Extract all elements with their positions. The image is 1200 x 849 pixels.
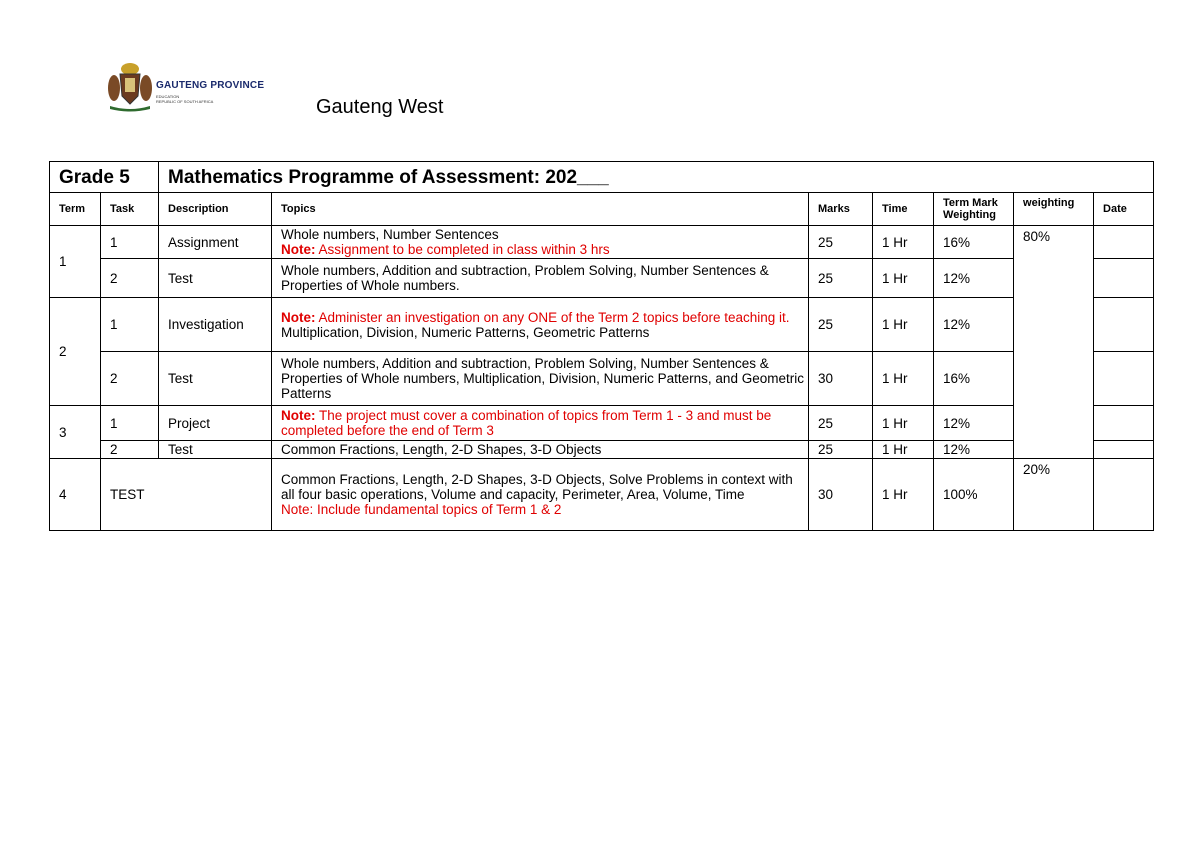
topics-cell xyxy=(272,298,809,352)
term-mark-cell: 12% xyxy=(934,441,1014,459)
header-date: Date xyxy=(1094,193,1154,226)
task-cell: 1 xyxy=(101,298,159,352)
header-term-mark-line1: Term Mark xyxy=(943,197,998,209)
topics-cell: Common Fractions, Length, 2-D Shapes, 3-D Objects xyxy=(272,441,809,459)
header-marks: Marks xyxy=(809,193,873,226)
note-text: Note: Include fundamental topics of Term 1 & 2 xyxy=(281,502,562,517)
table-row xyxy=(50,406,1154,441)
topics-cell: Whole numbers, Addition and subtraction, Problem Solving, Number Sentences & Properties of Whole numbers, Multiplication, Division, Numeric Patterns, and Geometric Patterns xyxy=(272,352,809,406)
programme-of-assessment-table xyxy=(49,161,1154,531)
district-heading: Gauteng West xyxy=(316,96,444,118)
date-cell xyxy=(1094,259,1154,298)
marks-cell: 25 xyxy=(809,441,873,459)
topics-text: Whole numbers, Number Sentences xyxy=(281,227,499,242)
term-mark-cell: 12% xyxy=(934,298,1014,352)
weighting-cell: 80% xyxy=(1014,226,1094,459)
note-label: Note: xyxy=(281,408,316,423)
note-body: Assignment to be completed in class within 3 hrs xyxy=(315,242,610,257)
task-cell: 2 xyxy=(101,259,159,298)
time-cell: 1 Hr xyxy=(873,298,934,352)
description-cell: Investigation xyxy=(159,298,272,352)
term-mark-cell: 12% xyxy=(934,406,1014,441)
logo-name: GAUTENG PROVINCE xyxy=(156,80,265,91)
date-cell xyxy=(1094,406,1154,441)
time-cell: 1 Hr xyxy=(873,352,934,406)
marks-cell: 25 xyxy=(809,406,873,441)
time-cell: 1 Hr xyxy=(873,406,934,441)
task-cell: 2 xyxy=(101,352,159,406)
header-topics: Topics xyxy=(272,193,809,226)
term-mark-cell: 16% xyxy=(934,226,1014,259)
term-mark-cell: 100% xyxy=(934,459,1014,531)
table-row xyxy=(50,298,1154,352)
logo-department: EDUCATION xyxy=(156,94,180,99)
note-text xyxy=(281,408,805,438)
term-cell: 2 xyxy=(50,298,101,406)
marks-cell: 25 xyxy=(809,298,873,352)
grade-label: Grade 5 xyxy=(50,162,159,193)
table-row xyxy=(50,441,1154,459)
term-cell: 4 xyxy=(50,459,101,531)
description-cell: Test xyxy=(159,259,272,298)
description-cell: Test xyxy=(159,352,272,406)
header-time: Time xyxy=(873,193,934,226)
weighting-cell: 20% xyxy=(1014,459,1094,531)
note-body: Administer an investigation on any ONE of the Term 2 topics before teaching it. xyxy=(315,309,790,325)
note-body: The project must cover a combination of topics from Term 1 - 3 and must be completed before the end of Term 3 xyxy=(281,408,772,438)
description-cell: Project xyxy=(159,406,272,441)
table-row xyxy=(50,459,1154,531)
topics-cell xyxy=(272,459,809,531)
note-text xyxy=(281,310,805,325)
time-cell: 1 Hr xyxy=(873,441,934,459)
marks-cell: 25 xyxy=(809,259,873,298)
date-cell xyxy=(1094,298,1154,352)
header-weighting: weighting xyxy=(1014,193,1094,226)
topics-cell xyxy=(272,226,809,259)
gauteng-province-logo xyxy=(106,60,266,112)
task-cell: 1 xyxy=(101,406,159,441)
date-cell xyxy=(1094,459,1154,531)
topics-cell: Whole numbers, Addition and subtraction, Problem Solving, Number Sentences & Properties of Whole numbers. xyxy=(272,259,809,298)
note-label: Note: xyxy=(281,309,316,325)
header-description: Description xyxy=(159,193,272,226)
table-row xyxy=(50,226,1154,259)
date-cell xyxy=(1094,441,1154,459)
header-term-mark-weighting xyxy=(934,193,1014,226)
description-cell: Test xyxy=(159,441,272,459)
note-label: Note: xyxy=(281,242,316,257)
term-cell: 3 xyxy=(50,406,101,459)
term-mark-cell: 16% xyxy=(934,352,1014,406)
description-cell: TEST xyxy=(101,459,272,531)
logo-country: REPUBLIC OF SOUTH AFRICA xyxy=(156,99,214,104)
time-cell: 1 Hr xyxy=(873,459,934,531)
header-term: Term xyxy=(50,193,101,226)
task-cell: 1 xyxy=(101,226,159,259)
topics-cell xyxy=(272,406,809,441)
header-row xyxy=(50,193,1154,226)
time-cell: 1 Hr xyxy=(873,259,934,298)
topics-text: Common Fractions, Length, 2-D Shapes, 3-D Objects, Solve Problems in context with all four basic operations, Volume and capacity, Perimeter, Area, Volume, Time xyxy=(281,472,793,502)
coat-of-arms-icon xyxy=(106,60,154,112)
time-cell: 1 Hr xyxy=(873,226,934,259)
description-cell: Assignment xyxy=(159,226,272,259)
header-term-mark-line2: Weighting xyxy=(943,209,996,221)
table-row xyxy=(50,259,1154,298)
table-title: Mathematics Programme of Assessment: 202___ xyxy=(159,162,1154,193)
note-text xyxy=(281,242,805,257)
term-cell: 1 xyxy=(50,226,101,298)
header-task: Task xyxy=(101,193,159,226)
marks-cell: 30 xyxy=(809,352,873,406)
task-cell: 2 xyxy=(101,441,159,459)
title-row xyxy=(50,162,1154,193)
marks-cell: 30 xyxy=(809,459,873,531)
term-mark-cell: 12% xyxy=(934,259,1014,298)
topics-text: Multiplication, Division, Numeric Patterns, Geometric Patterns xyxy=(281,324,650,340)
table-row xyxy=(50,352,1154,406)
marks-cell: 25 xyxy=(809,226,873,259)
date-cell xyxy=(1094,226,1154,259)
date-cell xyxy=(1094,352,1154,406)
